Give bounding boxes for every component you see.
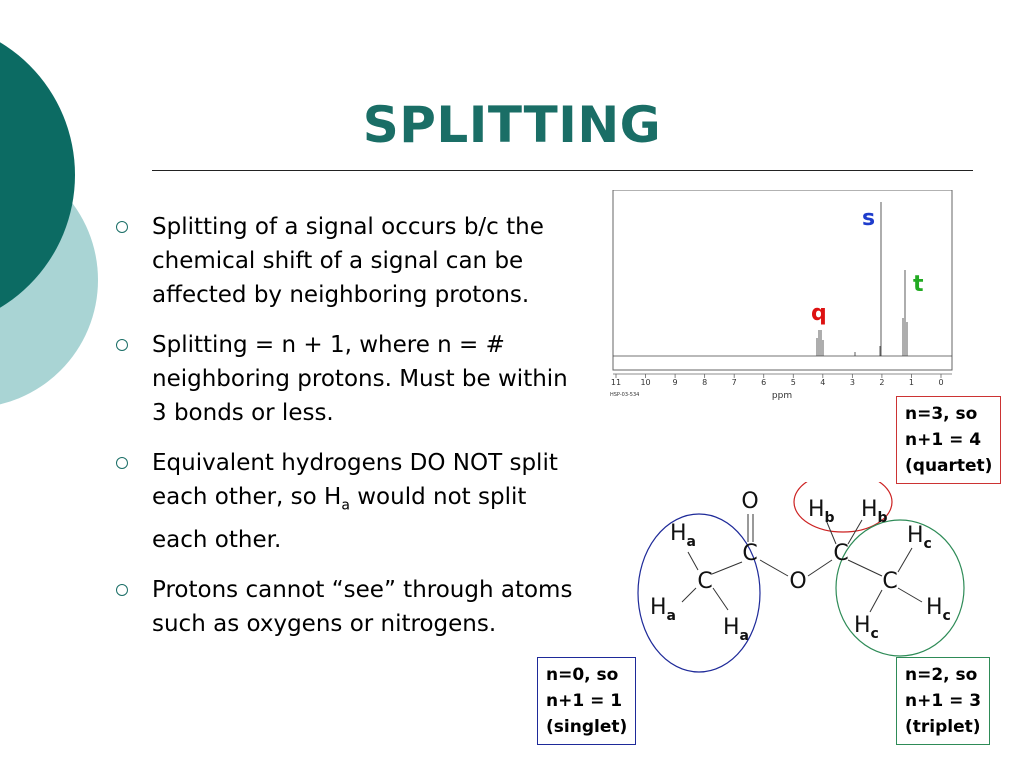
ppm-tick-label: 8 (702, 378, 708, 387)
quartet-box-line: (quartet) (905, 456, 993, 476)
oxygen-ester-label: O (789, 569, 807, 594)
singlet-box-line: n+1 = 1 (546, 691, 623, 711)
decorative-circles (0, 0, 110, 420)
ppm-tick-label: 4 (820, 378, 826, 387)
bullet-item (112, 328, 582, 430)
slide-title: SPLITTING (362, 96, 662, 154)
bullet-text-pre: Equivalent hydrogens DO NOT split each other, so H (152, 450, 558, 510)
bond-c-ha2 (682, 588, 696, 602)
bullet-text-post: would not split each other. (152, 484, 527, 553)
bond-c-c2 (848, 560, 882, 576)
ppm-tick-label: 11 (610, 378, 622, 387)
bullet-list (112, 210, 582, 657)
singlet-box-line: (singlet) (546, 717, 628, 737)
ppm-tick-label: 10 (640, 378, 651, 387)
bond-c-hc3 (870, 590, 882, 612)
ppm-tick-label: 5 (790, 378, 796, 387)
quartet-box-line: n=3, so (905, 404, 978, 424)
carbon-methyl-c-label: C (882, 569, 898, 594)
bullet-text: Splitting of a signal occurs b/c the chemical shift of a signal can be affected by neighboring protons. (152, 214, 544, 308)
title-divider (152, 170, 973, 171)
triplet-box-line: n+1 = 3 (905, 691, 982, 711)
oxygen-carbonyl-label: O (741, 489, 759, 514)
bond-c-hc2 (898, 588, 922, 602)
ppm-axis-label: ppm (771, 391, 793, 401)
singlet-box-line: n=0, so (546, 665, 619, 685)
ppm-tick-label: 6 (761, 378, 767, 387)
bullet-subscript: a (341, 497, 350, 514)
bullet-icon (116, 221, 128, 233)
bullet-item (112, 573, 582, 641)
singlet-box (537, 657, 636, 745)
triplet-box-line: (triplet) (905, 717, 981, 737)
ppm-tick-label: 9 (672, 378, 678, 387)
ppm-tick-label: 1 (908, 378, 915, 387)
hydrogen-a-label: $H_a$ (670, 521, 696, 550)
triplet-box-line: n=2, so (905, 665, 978, 685)
bond-c-ha3 (713, 588, 728, 610)
bullet-text: Splitting = n + 1, where n = # neighboring protons. Must be within 3 bonds or less. (152, 332, 568, 426)
carbon-methyl-a-label: C (697, 569, 713, 594)
hydrogen-c-label: $H_c$ (926, 595, 951, 624)
ppm-tick-label: 7 (731, 378, 737, 387)
hydrogen-b-label: $H_b$ (861, 497, 888, 526)
hydrogen-c-label: $H_c$ (907, 523, 932, 552)
bond-c-ha1 (688, 552, 698, 570)
ppm-tick-label: 0 (938, 378, 944, 387)
molecule-structure (630, 482, 970, 682)
hydrogen-a-label: $H_a$ (723, 615, 749, 644)
ppm-tick-label: 2 (879, 378, 885, 387)
bond-c-o (760, 560, 788, 576)
bond-c-hc1 (898, 548, 912, 572)
hydrogen-b-label: $H_b$ (808, 497, 835, 526)
carbon-methylene-label: C (833, 541, 849, 566)
sample-id: HSP-03-534 (610, 392, 640, 398)
bond-c-c (712, 562, 742, 574)
quartet-label: q (811, 301, 827, 326)
ppm-ticks (611, 374, 944, 387)
bullet-item (112, 210, 582, 312)
hydrogen-a-label: $H_a$ (650, 595, 676, 624)
singlet-label: s (862, 206, 876, 231)
bullet-item (112, 446, 582, 557)
spectrum-frame (613, 190, 952, 370)
quartet-box (896, 396, 1001, 484)
bond-o-c (808, 560, 832, 576)
nmr-spectrum (610, 190, 955, 408)
ppm-tick-label: 3 (849, 378, 855, 387)
triplet-label: t (913, 272, 924, 297)
bullet-icon (116, 584, 128, 596)
bullet-icon (116, 339, 128, 351)
bullet-text: Protons cannot “see” through atoms such as oxygens or nitrogens. (152, 576, 573, 637)
bullet-icon (116, 457, 128, 469)
carbon-carbonyl-label: C (742, 541, 758, 566)
hydrogen-c-label: $H_c$ (854, 613, 879, 642)
bonds (682, 514, 922, 612)
quartet-box-line: n+1 = 4 (905, 430, 982, 450)
